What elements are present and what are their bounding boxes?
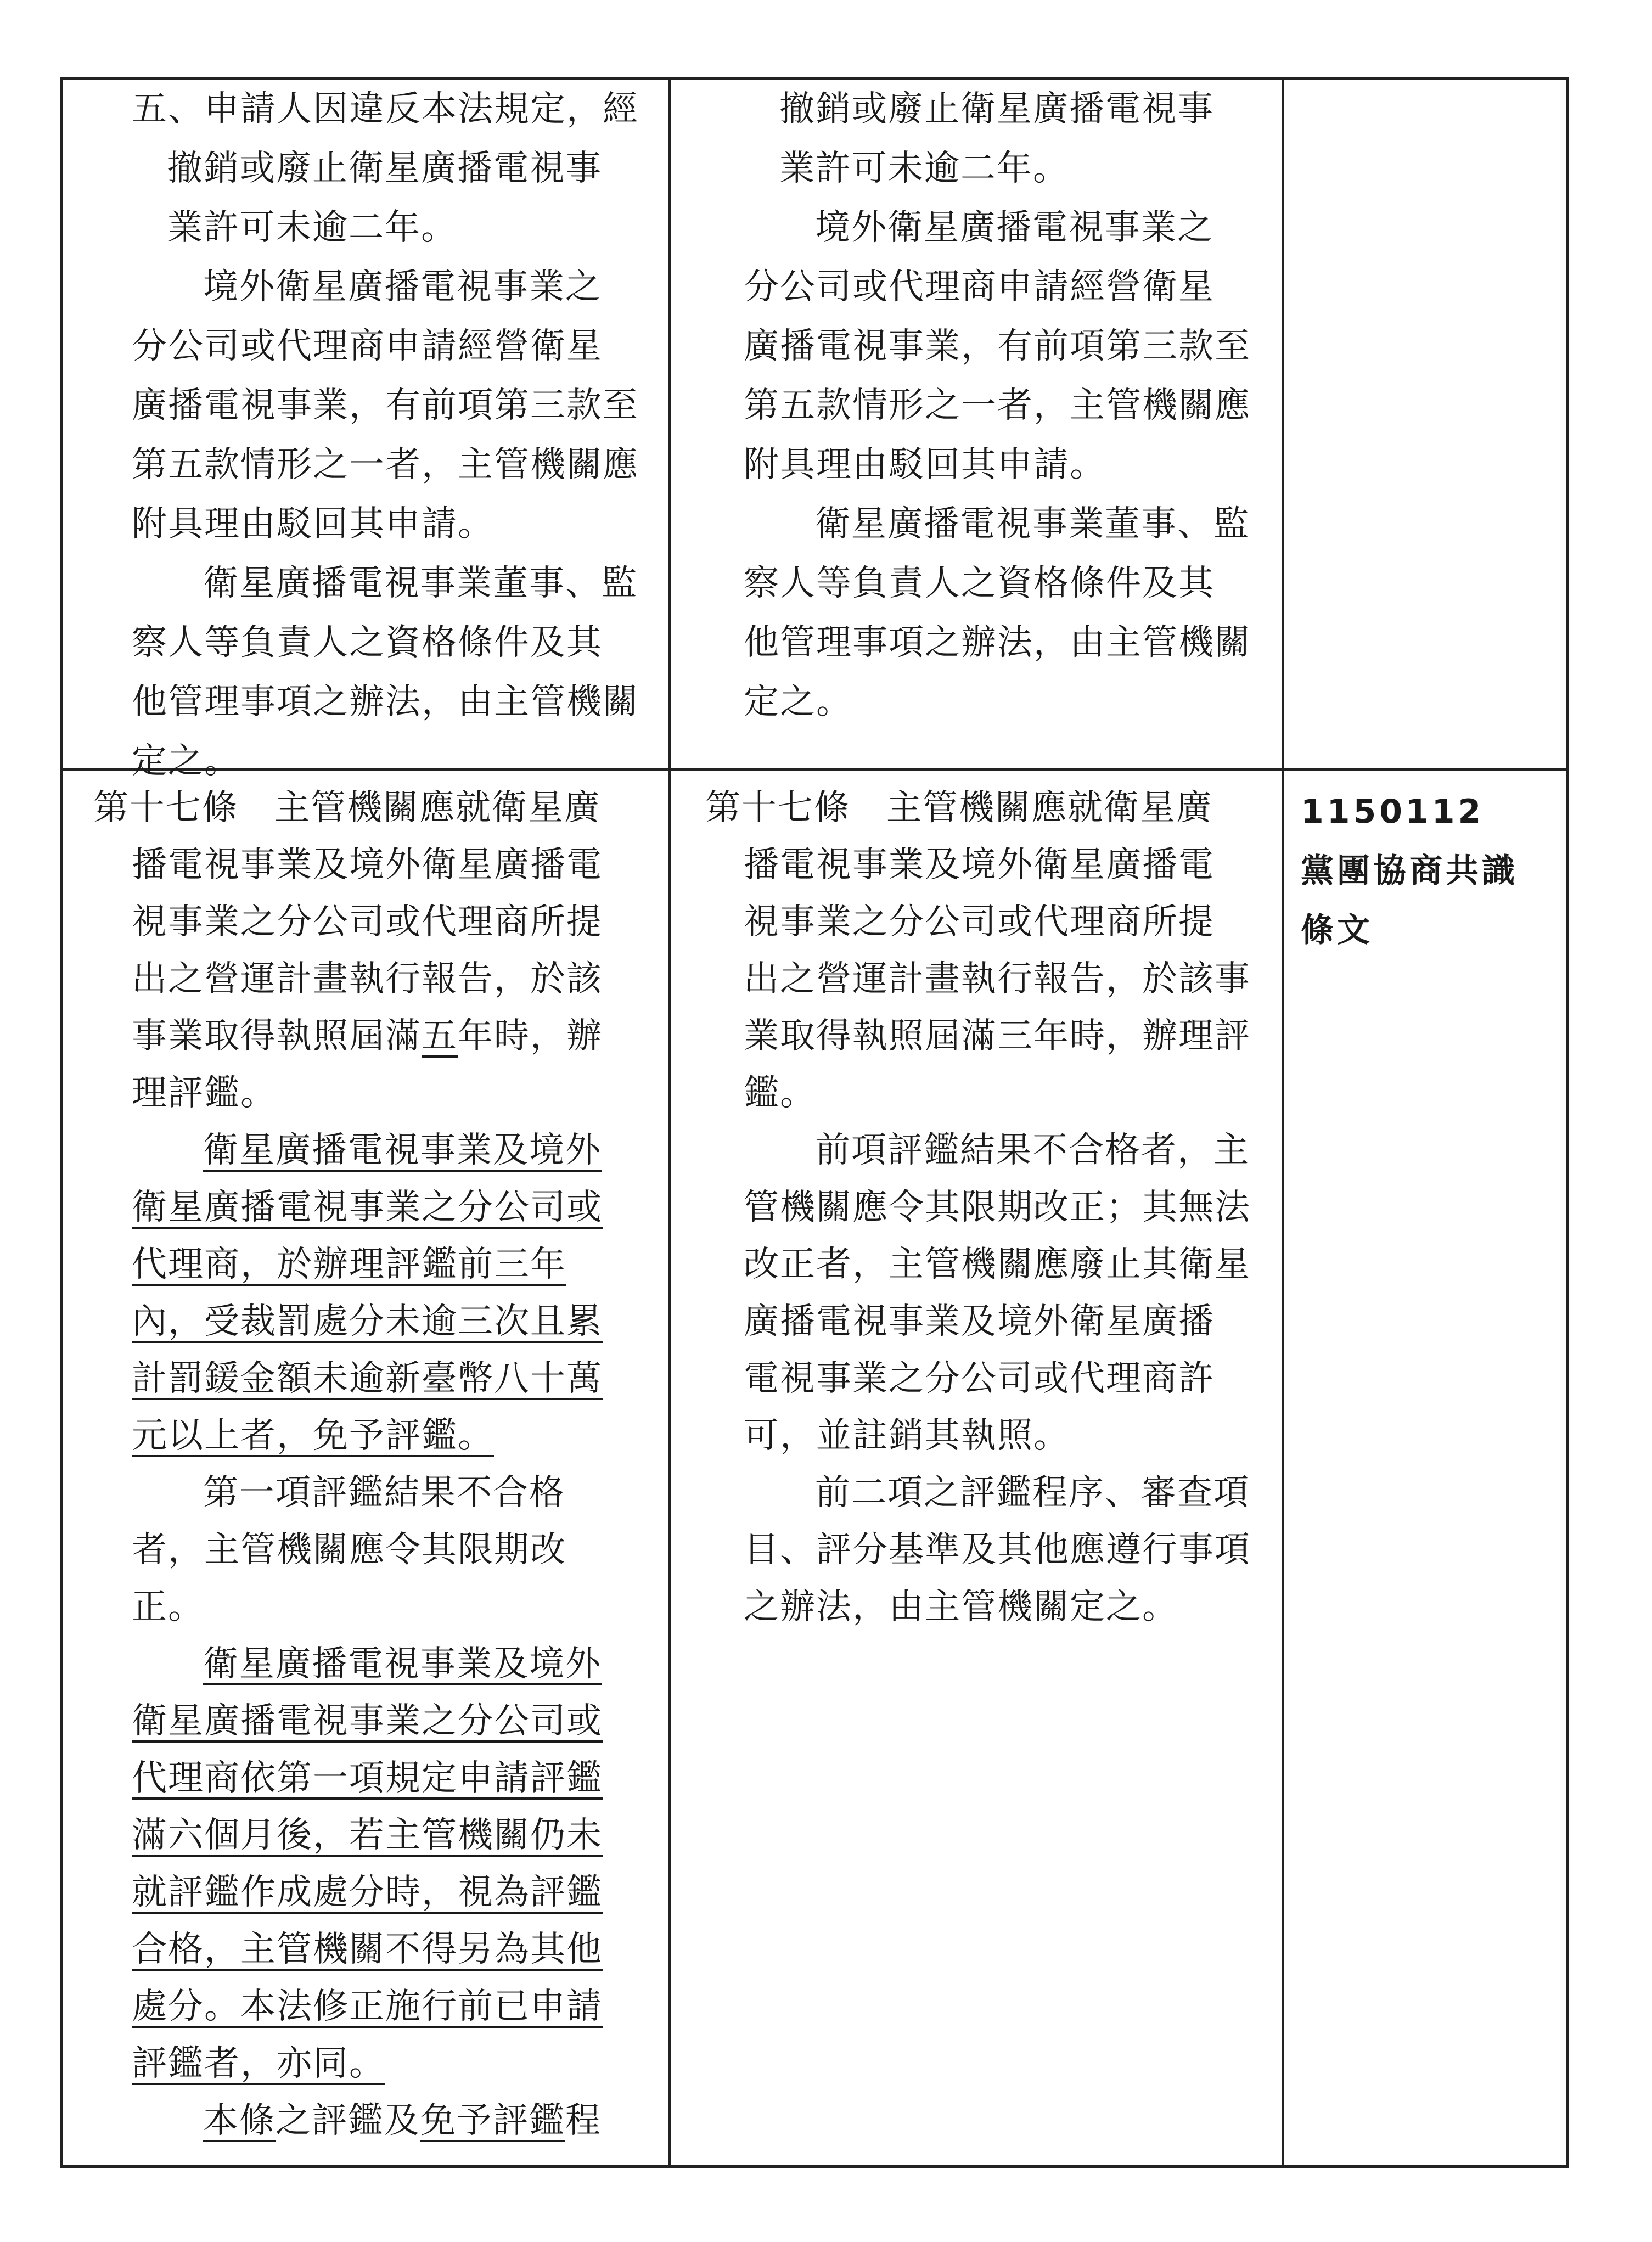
text-line: 目、評分基準及其他應遵行事項 — [744, 1530, 1251, 1570]
amended-text: 合格，主管機關不得另為其他 — [132, 1929, 603, 1970]
text-line: 業取得執照屆滿三年時，辦理評 — [744, 1016, 1251, 1057]
amended-text: 就評鑑作成處分時，視為評鑑 — [132, 1872, 603, 1913]
amended-text-line — [93, 1693, 603, 1750]
note-line: 條文 — [1301, 911, 1373, 949]
amended-text: 代理商，於辦理評鑑前三年 — [132, 1244, 566, 1285]
amended-text: 衛星廣播電視事業之分公司或 — [132, 1187, 603, 1228]
amended-text: 計罰鍰金額未逾新臺幣八十萬 — [132, 1358, 603, 1399]
row2-col3-note — [1301, 782, 1518, 960]
note-line: 黨團協商共識 — [1301, 852, 1518, 890]
amended-text-line — [93, 1350, 603, 1407]
table-bottom-border — [60, 2165, 1569, 2168]
amended-text: 衛星廣播電視事業及境外 — [203, 1644, 602, 1684]
text-segment: 程 — [565, 2100, 602, 2141]
text-line: 境外衛星廣播電視事業之 — [815, 207, 1213, 248]
table-left-border — [60, 77, 63, 2168]
text-segment: 年時，辦 — [458, 1016, 603, 1057]
text-line: 前項評鑑結果不合格者，主 — [815, 1130, 1250, 1171]
note-date: 1150112 — [1301, 793, 1485, 831]
text-line: 播電視事業及境外衛星廣播電 — [132, 845, 603, 885]
amended-text-line — [93, 1864, 603, 1921]
row1-col2-text — [744, 80, 1251, 732]
text-line: 分公司或代理商申請經營衛星 — [744, 267, 1215, 307]
amended-text-line — [93, 1921, 603, 1978]
row2-col2-text — [705, 779, 1251, 1636]
text-line: 第五款情形之一者，主管機關應 — [744, 385, 1251, 426]
text-line: 出之營運計畫執行報告，於該 — [132, 959, 603, 999]
column-divider-1 — [668, 77, 671, 2168]
text-line: 之辦法，由主管機關定之。 — [744, 1587, 1178, 1627]
text-line: 者，主管機關應令其限期改 — [132, 1530, 566, 1570]
text-line: 理評鑑。 — [132, 1073, 277, 1114]
text-line: 廣播電視事業及境外衛星廣播 — [744, 1301, 1215, 1342]
row1-col1-text — [132, 80, 639, 791]
amended-text-line — [93, 1293, 603, 1350]
text-line: 定之。 — [744, 682, 852, 722]
text-line: 第一項評鑑結果不合格 — [203, 1473, 565, 1513]
text-line: 他管理事項之辦法，由主管機關 — [744, 622, 1251, 663]
text-line: 廣播電視事業，有前項第三款至 — [744, 326, 1251, 367]
text-line: 撤銷或廢止衛星廣播電視事 — [779, 89, 1214, 130]
text-line: 分公司或代理商申請經營衛星 — [132, 326, 603, 367]
amended-text: 五 — [422, 1016, 458, 1057]
text-line: 廣播電視事業，有前項第三款至 — [132, 385, 639, 426]
text-line: 撤銷或廢止衛星廣播電視事 — [167, 148, 602, 189]
text-line: 五、申請人因違反本法規定，經 — [132, 89, 639, 130]
article-heading-line: 第十七條 主管機關應就衛星廣 — [93, 788, 600, 828]
text-line: 附具理由駁回其申請。 — [744, 445, 1106, 485]
text-line: 播電視事業及境外衛星廣播電 — [744, 845, 1215, 885]
text-segment: 之評鑑及 — [276, 2100, 420, 2141]
text-line: 察人等負責人之資格條件及其 — [132, 622, 603, 663]
amended-text-line — [93, 1407, 603, 1464]
amended-text: 代理商依第一項規定申請評鑑 — [132, 1758, 603, 1799]
text-line: 管機關應令其限期改正；其無法 — [744, 1187, 1251, 1228]
text-line: 電視事業之分公司或代理商許 — [744, 1358, 1215, 1399]
text-line: 業許可未逾二年。 — [167, 207, 457, 248]
row2-col1-text — [93, 779, 603, 2149]
text-line: 視事業之分公司或代理商所提 — [132, 902, 603, 942]
text-line: 視事業之分公司或代理商所提 — [744, 902, 1215, 942]
text-line: 定之。 — [132, 741, 240, 782]
amended-text: 元以上者，免予評鑑。 — [132, 1415, 494, 1456]
amended-text-line — [93, 1807, 603, 1864]
amended-text: 本條 — [203, 2100, 276, 2141]
amended-text: 處分。本法修正施行前已申請 — [132, 1986, 603, 2027]
text-line: 可，並註銷其執照。 — [744, 1415, 1070, 1456]
amended-text-line — [93, 1179, 603, 1236]
amended-text-line — [93, 1236, 603, 1293]
amended-text-line — [93, 1122, 603, 1179]
amended-text: 免予評鑑 — [420, 2100, 565, 2141]
amended-text: 內，受裁罰處分未逾三次且累 — [132, 1301, 603, 1342]
text-line: 他管理事項之辦法，由主管機關 — [132, 682, 639, 722]
text-line: 改正者，主管機關應廢止其衛星 — [744, 1244, 1251, 1285]
amended-text: 評鑑者，亦同。 — [132, 2043, 385, 2084]
text-line — [93, 2092, 603, 2149]
amended-text: 衛星廣播電視事業之分公司或 — [132, 1701, 603, 1741]
text-line: 境外衛星廣播電視事業之 — [203, 267, 602, 307]
amended-text-line — [93, 1750, 603, 1807]
text-line — [93, 1008, 603, 1065]
text-line: 前二項之評鑑程序、審查項 — [815, 1473, 1250, 1513]
amended-text: 滿六個月後，若主管機關仍未 — [132, 1815, 603, 1856]
text-line: 察人等負責人之資格條件及其 — [744, 563, 1215, 604]
text-line: 附具理由駁回其申請。 — [132, 504, 494, 544]
table-right-border — [1566, 77, 1569, 2168]
text-line: 衛星廣播電視事業董事、監 — [203, 563, 638, 604]
text-line: 出之營運計畫執行報告，於該事 — [744, 959, 1251, 999]
amended-text-line — [93, 1636, 603, 1693]
amended-text: 衛星廣播電視事業及境外 — [203, 1130, 602, 1171]
column-divider-2 — [1282, 77, 1284, 2168]
amended-text-line — [93, 2035, 603, 2092]
text-line: 正。 — [132, 1587, 204, 1627]
text-segment: 事業取得執照屆滿 — [132, 1016, 422, 1057]
text-line: 第五款情形之一者，主管機關應 — [132, 445, 639, 485]
text-line: 鑑。 — [744, 1073, 816, 1114]
amended-text-line — [93, 1978, 603, 2035]
text-line: 業許可未逾二年。 — [779, 148, 1069, 189]
text-line: 衛星廣播電視事業董事、監 — [815, 504, 1250, 544]
article-heading-line: 第十七條 主管機關應就衛星廣 — [705, 788, 1212, 828]
